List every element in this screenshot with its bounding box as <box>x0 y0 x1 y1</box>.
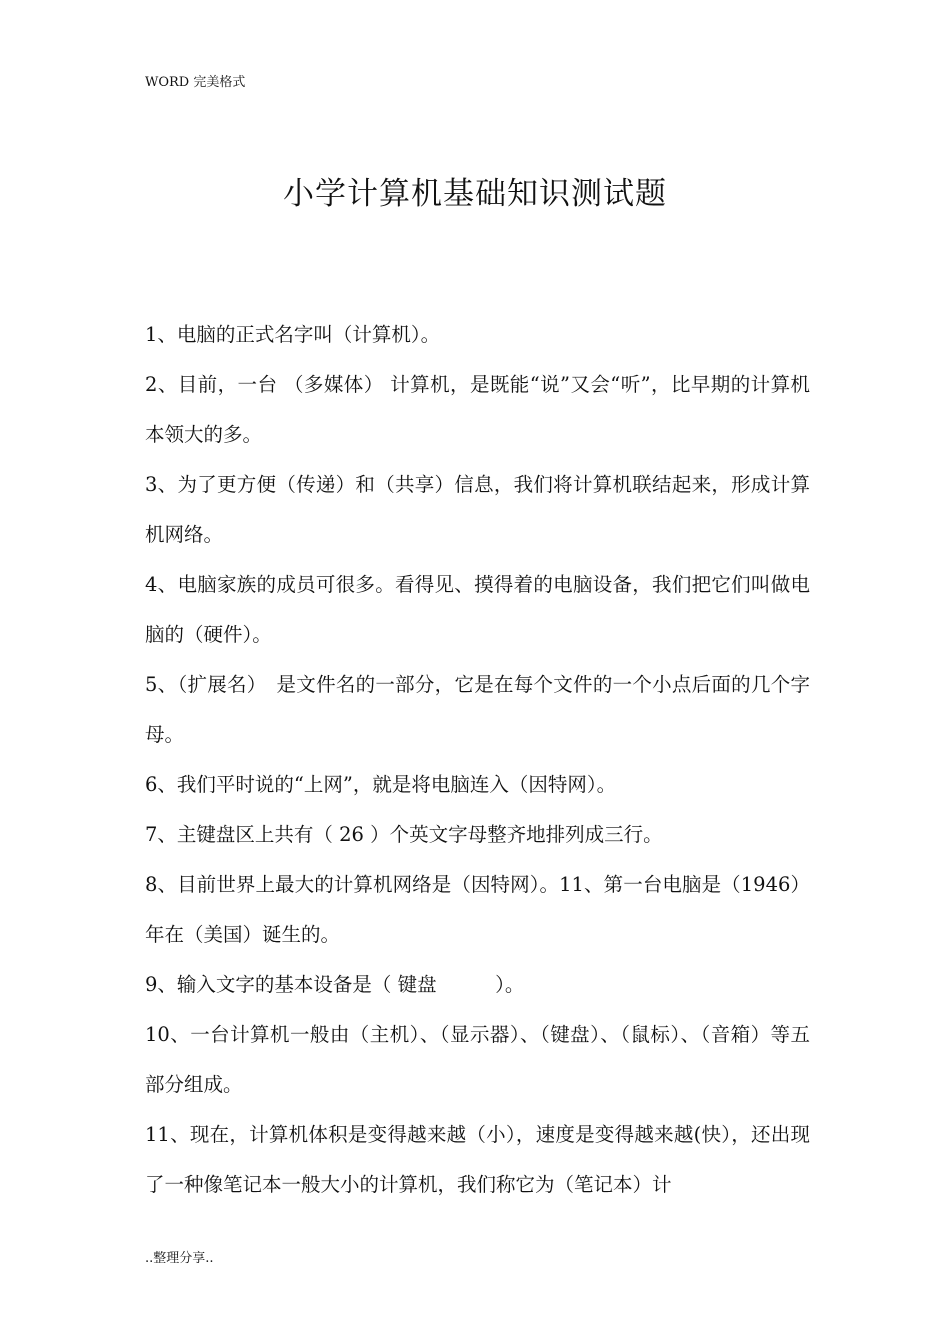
question-list <box>145 310 810 1210</box>
question-4: 4、电脑家族的成员可很多。看得见、摸得着的电脑设备，我们把它们叫做电脑的（硬件）。 <box>145 573 810 646</box>
page-footer: ..整理分享.. <box>145 1251 214 1266</box>
page-header: WORD 完美格式 <box>145 75 246 90</box>
question-7: 7、主键盘区上共有（ 26 ）个英文字母整齐地排列成三行。 <box>145 823 663 846</box>
question-1: 1、电脑的正式名字叫（计算机）。 <box>145 323 441 346</box>
question-3: 3、为了更方便（传递）和（共享）信息，我们将计算机联结起来，形成计算机网络。 <box>145 473 810 546</box>
question-11: 11、现在，计算机体积是变得越来越（小），速度是变得越来越(快），还出现了一种像笔记本一般大小的计算机，我们称它为（笔记本）计 <box>145 1123 810 1196</box>
question-10: 10、一台计算机一般由（主机）、（显示器）、（键盘）、（鼠标）、（音箱）等五部分组成。 <box>145 1023 810 1096</box>
page-title: 小学计算机基础知识测试题 <box>283 176 667 212</box>
question-2: 2、目前，一台 （多媒体） 计算机，是既能“说”又会“听”，比早期的计算机本领大的多。 <box>145 373 810 446</box>
question-8: 8、目前世界上最大的计算机网络是（因特网）。11、第一台电脑是（1946）年在（美国）诞生的。 <box>145 873 810 946</box>
question-5: 5、（扩展名） 是文件名的一部分，它是在每个文件的一个小点后面的几个字母。 <box>145 673 810 746</box>
question-6: 6、我们平时说的“上网”，就是将电脑连入（因特网）。 <box>145 773 617 796</box>
question-9: 9、输入文字的基本设备是（ 键盘 ）。 <box>145 973 525 996</box>
